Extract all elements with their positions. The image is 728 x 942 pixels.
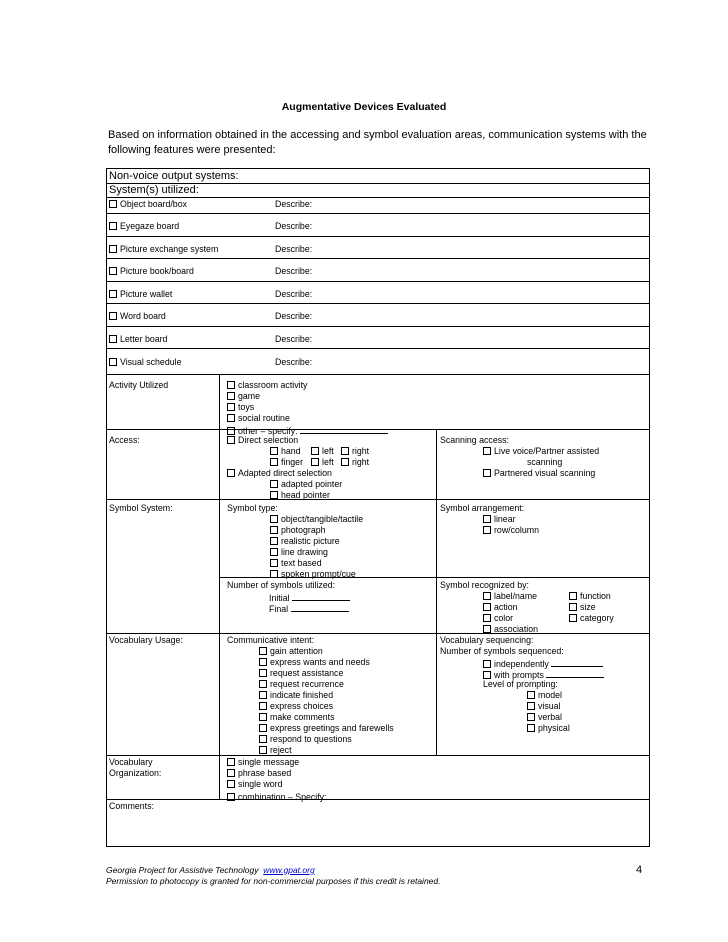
system-row: Object board/box [109,199,187,210]
checkbox[interactable] [227,758,235,766]
prompt-level-option: model [527,690,562,701]
activity-label: Activity Utilized [109,380,169,390]
scanning-label: Scanning access: [440,435,509,445]
prompt-level-option: visual [527,701,561,712]
intent-option: request assistance [259,668,343,679]
finger-option: finger [270,457,303,468]
footer-link[interactable]: www.gpat.org [263,865,315,875]
system-row: Word board [109,311,166,322]
intent-option: respond to questions [259,734,352,745]
page-number: 4 [636,864,643,876]
org-option: phrase based [227,768,291,779]
checkbox[interactable] [227,769,235,777]
checkbox[interactable] [109,358,117,366]
recognized-option: color [483,613,513,624]
comments-label: Comments: [109,801,154,811]
checkbox[interactable] [483,515,491,523]
scanning-text: scanning [527,457,563,467]
hand-left: left [311,446,334,457]
arrangement-label: Symbol arrangement: [440,503,525,513]
intent-option: express greetings and farewells [259,723,394,734]
checkbox[interactable] [527,713,535,721]
intent-label: Communicative intent: [227,635,315,645]
systems-label: System(s) utilized: [109,184,199,196]
checkbox[interactable] [227,780,235,788]
symbol-type-option: spoken prompt/cue [270,569,356,580]
adapted-direct: Adapted direct selection [227,468,332,479]
intent-option: make comments [259,712,335,723]
initial-field: Initial [269,591,350,604]
head-pointer: head pointer [270,490,330,501]
checkbox[interactable] [311,447,319,455]
access-label: Access: [109,435,140,445]
checkbox[interactable] [483,625,491,633]
checkbox[interactable] [483,447,491,455]
checkbox[interactable] [227,403,235,411]
checkbox[interactable] [259,724,267,732]
checkbox[interactable] [259,647,267,655]
page-title: Augmentative Devices Evaluated [281,101,447,113]
describe-label: Describe: [275,266,313,276]
intent-option: indicate finished [259,690,333,701]
activity-option: classroom activity [227,380,307,391]
checkbox[interactable] [270,447,278,455]
checkbox[interactable] [227,469,235,477]
checkbox[interactable] [483,526,491,534]
independently-option: independently [483,657,603,670]
recognized-label: Symbol recognized by: [440,580,529,590]
checkbox[interactable] [109,290,117,298]
checkbox[interactable] [270,526,278,534]
activity-option: toys [227,402,254,413]
org-option: single message [227,757,299,768]
system-row: Eyegaze board [109,221,179,232]
finger-left: left [311,457,334,468]
symbol-type-option: object/tangible/tactile [270,514,363,525]
intent-option: reject [259,745,292,756]
finger-right: right [341,457,369,468]
with-prompts-blank[interactable] [546,668,604,678]
sequenced-label: Number of symbols sequenced: [440,646,564,656]
describe-label: Describe: [275,221,313,231]
org-option: single word [227,779,283,790]
intro-text: Based on information obtained in the accessing and symbol evaluation areas, communication systems with the following features were presented: [108,129,647,156]
describe-label: Describe: [275,289,313,299]
arrangement-option: row/column [483,525,539,536]
number-symbols-label: Number of symbols utilized: [227,580,336,590]
intent-option: gain attention [259,646,323,657]
checkbox[interactable] [270,491,278,499]
symbol-type-option: realistic picture [270,536,340,547]
checkbox[interactable] [270,537,278,545]
system-row: Picture exchange system [109,244,218,255]
activity-option-other: other – specify: [227,424,388,437]
checkbox[interactable] [270,559,278,567]
checkbox[interactable] [483,603,491,611]
checkbox[interactable] [227,436,235,444]
hand-right: right [341,446,369,457]
footer-org: Georgia Project for Assistive Technology [106,865,259,875]
final-field: Final [269,602,349,615]
symbol-type-label: Symbol type: [227,503,278,513]
with-prompts-option: with prompts [483,668,604,681]
sequencing-label: Vocabulary sequencing: [440,635,534,645]
checkbox[interactable] [109,245,117,253]
nonvoice-header: Non-voice output systems: [109,170,239,182]
checkbox[interactable] [259,746,267,754]
comments-area[interactable] [107,813,649,846]
prompt-level-option: verbal [527,712,562,723]
checkbox[interactable] [227,414,235,422]
checkbox[interactable] [341,458,349,466]
evaluation-form [106,168,650,847]
checkbox[interactable] [109,267,117,275]
activity-option: social routine [227,413,290,424]
system-row: Letter board [109,334,167,345]
symbol-type-option: photograph [270,525,326,536]
vocab-label: Vocabulary Usage: [109,635,183,645]
system-row: Visual schedule [109,357,181,368]
arrangement-option: linear [483,514,516,525]
recognized-option: size [569,602,596,613]
checkbox[interactable] [569,614,577,622]
hand-option: hand [270,446,301,457]
footer [106,865,441,887]
checkbox[interactable] [270,480,278,488]
checkbox[interactable] [227,392,235,400]
describe-label: Describe: [275,357,313,367]
org-label-2: Organization: [109,768,162,778]
prompt-level-option: physical [527,723,570,734]
symbol-label: Symbol System: [109,503,173,513]
checkbox[interactable] [259,680,267,688]
checkbox[interactable] [341,447,349,455]
checkbox[interactable] [270,515,278,523]
checkbox[interactable] [311,458,319,466]
intent-option: express wants and needs [259,657,370,668]
checkbox[interactable] [227,381,235,389]
recognized-option: label/name [483,591,537,602]
org-label-1: Vocabulary [109,757,153,767]
recognized-option: association [483,624,538,635]
checkbox[interactable] [569,603,577,611]
recognized-option: action [483,602,517,613]
intent-option: express choices [259,701,333,712]
checkbox[interactable] [259,735,267,743]
checkbox[interactable] [527,702,535,710]
checkbox[interactable] [259,713,267,721]
checkbox[interactable] [569,592,577,600]
independently-blank[interactable] [551,657,603,667]
checkbox[interactable] [109,312,117,320]
checkbox[interactable] [109,200,117,208]
checkbox[interactable] [483,469,491,477]
checkbox[interactable] [270,548,278,556]
intent-option: request recurrence [259,679,344,690]
checkbox[interactable] [527,724,535,732]
direct-selection: Direct selection [227,435,298,446]
adapted-pointer: adapted pointer [270,479,342,490]
live-voice-option: Live voice/Partner assisted [483,446,599,457]
checkbox[interactable] [527,691,535,699]
initial-blank[interactable] [292,591,350,601]
system-row: Picture book/board [109,266,194,277]
recognized-option: function [569,591,611,602]
final-blank[interactable] [291,602,349,612]
activity-option: game [227,391,260,402]
symbol-type-option: line drawing [270,547,328,558]
describe-label: Describe: [275,244,313,254]
checkbox[interactable] [259,691,267,699]
symbol-type-option: text based [270,558,322,569]
checkbox[interactable] [483,592,491,600]
partnered-option: Partnered visual scanning [483,468,595,479]
describe-label: Describe: [275,199,313,209]
checkbox[interactable] [483,614,491,622]
prompting-label: Level of prompting: [483,679,558,689]
footer-permission: Permission to photocopy is granted for non-commercial purposes if this credit is retained. [106,876,441,886]
recognized-option: category [569,613,614,624]
system-row: Picture wallet [109,289,172,300]
checkbox[interactable] [259,669,267,677]
checkbox[interactable] [483,671,491,679]
describe-label: Describe: [275,334,313,344]
org-option-combination: combination – Specify: [227,790,515,803]
checkbox[interactable] [270,458,278,466]
checkbox[interactable] [483,660,491,668]
checkbox[interactable] [259,702,267,710]
checkbox[interactable] [109,335,117,343]
describe-label: Describe: [275,311,313,321]
checkbox[interactable] [109,222,117,230]
checkbox[interactable] [259,658,267,666]
